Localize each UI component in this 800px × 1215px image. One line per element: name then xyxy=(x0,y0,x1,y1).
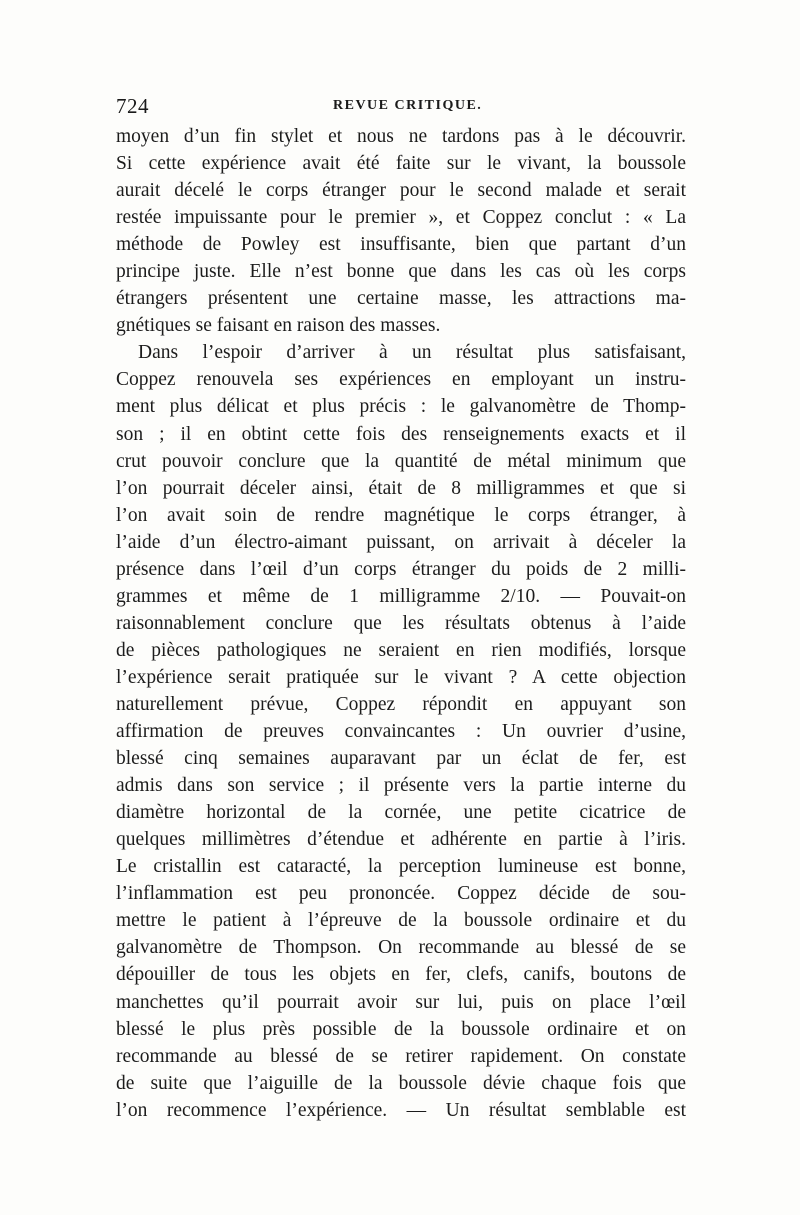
text-line: ment plus délicat et plus précis : le galvanomètre de Thomp- xyxy=(116,396,686,418)
text-line: dépouiller de tous les objets en fer, clefs, canifs, boutons de xyxy=(116,964,686,986)
paragraph xyxy=(116,123,686,339)
text-line: de pièces pathologiques ne seraient en rien modifiés, lorsque xyxy=(116,639,686,661)
text-line: Le cristallin est cataracté, la perception lumineuse est bonne, xyxy=(116,856,686,878)
text-line: l’on avait soin de rendre magnétique le corps étranger, à xyxy=(116,504,686,526)
text-line: gnétiques se faisant en raison des masses. xyxy=(116,315,441,337)
text-line: principe juste. Elle n’est bonne que dans les cas où les corps xyxy=(116,261,686,283)
text-line: Coppez renouvela ses expériences en employant un instru- xyxy=(116,369,686,391)
paragraph xyxy=(116,339,686,1123)
text-line: restée impuissante pour le premier », et Coppez conclut : « La xyxy=(116,207,686,229)
text-line: mettre le patient à l’épreuve de la boussole ordinaire et du xyxy=(116,910,686,932)
text-line: moyen d’un fin stylet et nous ne tardons pas à le découvrir. xyxy=(116,126,686,147)
text-line: méthode de Powley est insuffisante, bien que partant d’un xyxy=(116,234,686,256)
text-line: blessé cinq semaines auparavant par un éclat de fer, est xyxy=(116,748,686,770)
text-line: diamètre horizontal de la cornée, une petite cicatrice de xyxy=(116,802,686,824)
text-line: l’aide d’un électro-aimant puissant, on arrivait à déceler la xyxy=(116,531,686,553)
text-line: grammes et même de 1 milligramme 2/10. — Pouvait-on xyxy=(116,585,686,607)
page-number: 724 xyxy=(116,94,149,118)
text-line: raisonnablement conclure que les résultats obtenus à l’aide xyxy=(116,612,686,634)
text-line: étrangers présentent une certaine masse, les attractions ma- xyxy=(116,288,686,310)
text-line: affirmation de preuves convaincantes : Un ouvrier d’usine, xyxy=(116,721,686,743)
text-line: recommande au blessé de se retirer rapidement. On constate xyxy=(116,1045,686,1067)
page-header xyxy=(116,94,686,122)
body-text xyxy=(116,123,686,1124)
text-line: manchettes qu’il pourrait avoir sur lui, puis on place l’œil xyxy=(116,991,686,1013)
running-title: REVUE CRITIQUE. xyxy=(333,98,483,113)
text-line: l’on pourrait déceler ainsi, était de 8 milligrammes et que si xyxy=(116,477,686,499)
text-line: l’on recommence l’expérience. — Un résultat semblable est xyxy=(116,1099,686,1121)
text-line: Si cette expérience avait été faite sur le vivant, la boussole xyxy=(116,153,686,175)
text-line: crut pouvoir conclure que la quantité de métal minimum que xyxy=(116,450,686,472)
text-line: aurait décelé le corps étranger pour le second malade et serait xyxy=(116,180,686,202)
text-line: de suite que l’aiguille de la boussole dévie chaque fois que xyxy=(116,1072,686,1094)
text-line: présence dans l’œil d’un corps étranger du poids de 2 milli- xyxy=(116,558,686,580)
text-line: admis dans son service ; il présente vers la partie interne du xyxy=(116,775,686,797)
text-line: quelques millimètres d’étendue et adhérente en partie à l’iris. xyxy=(116,829,686,851)
text-line: galvanomètre de Thompson. On recommande au blessé de se xyxy=(116,937,686,959)
text-line: l’inflammation est peu prononcée. Coppez décide de sou- xyxy=(116,883,686,905)
text-line: l’expérience serait pratiquée sur le vivant ? A cette objection xyxy=(116,666,686,688)
text-line: son ; il en obtint cette fois des renseignements exacts et il xyxy=(116,423,686,445)
text-line: blessé le plus près possible de la boussole ordinaire et on xyxy=(116,1018,686,1040)
text-line: naturellement prévue, Coppez répondit en appuyant son xyxy=(116,693,686,715)
text-line: Dans l’espoir d’arriver à un résultat plus satisfaisant, xyxy=(138,342,686,364)
